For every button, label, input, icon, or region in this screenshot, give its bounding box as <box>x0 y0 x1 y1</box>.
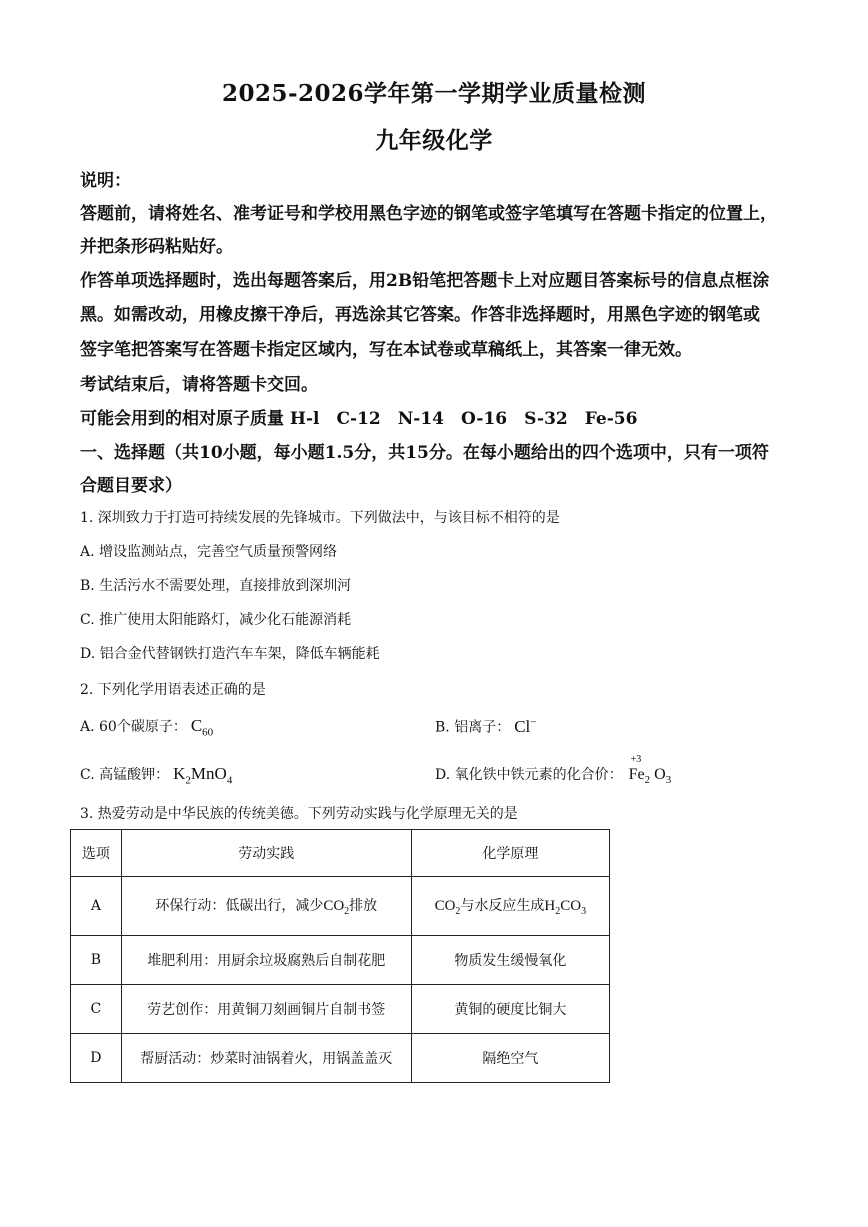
q2-option-d <box>435 754 672 787</box>
question-3-stem: 3. 热爱劳动是中华民族的传统美德。下列劳动实践与化学原理无关的是 <box>80 806 518 822</box>
row-option: D <box>71 1034 122 1083</box>
carbon-formula: $C_{60}$ <box>190 716 214 739</box>
instruction-line: 并把条形码粘贴好。 <box>80 237 233 257</box>
row-principle: $CO_2$与水反应生成$H_2CO_3$ <box>411 877 609 936</box>
exam-subtitle: 九年级化学 <box>375 127 493 154</box>
header-principle: 化学原理 <box>411 830 609 877</box>
instructions-label: 说明： <box>80 171 131 191</box>
q2-option-c <box>80 764 232 786</box>
q1-option-d: D. 铝合金代替钢铁打造汽车车架，降低车辆能耗 <box>80 646 380 662</box>
instruction-line: 黑。如需改动，用橡皮擦干净后，再选涂其它答案。作答非选择题时，用黑色字迹的钢笔或 <box>80 305 760 325</box>
row-practice: 堆肥利用：用厨余垃圾腐熟后自制花肥 <box>121 936 411 985</box>
fe2o3-formula: +3 $Fe_2$ $O_3$ <box>628 754 672 787</box>
table-row <box>71 877 610 936</box>
row-option: B <box>71 936 122 985</box>
section-heading-cont: 合题目要求） <box>80 476 182 496</box>
q1-option-a: A. 增设监测站点，完善空气质量预警网络 <box>80 544 338 560</box>
q1-option-b: B. 生活污水不需要处理，直接排放到深圳河 <box>80 578 352 594</box>
row-practice: 帮厨活动：炒菜时油锅着火，用锅盖盖灭 <box>121 1034 411 1083</box>
header-practice: 劳动实践 <box>121 830 411 877</box>
q3-table <box>70 829 610 1083</box>
instruction-line: 作答单项选择题时，选出每题答案后，用2B铅笔把答题卡上对应题目答案标号的信息点框涂 <box>80 271 770 291</box>
q2-option-b <box>435 716 536 737</box>
header-option: 选项 <box>71 830 122 877</box>
table-header-row <box>71 830 610 877</box>
q2-option-a-text: A. 60个碳原子： <box>80 719 187 735</box>
q2-option-b-text: B. 铝离子： <box>435 719 511 736</box>
row-practice: 劳艺创作：用黄铜刀刻画铜片自制书签 <box>121 985 411 1034</box>
row-option: A <box>71 877 122 936</box>
q1-option-c: C. 推广使用太阳能路灯，减少化石能源消耗 <box>80 612 352 628</box>
atomic-masses: 可能会用到的相对原子质量 H-l C-12 N-14 O-16 S-32 Fe-56 <box>80 409 638 429</box>
row-principle: 黄铜的硬度比铜大 <box>411 985 609 1034</box>
q2-option-c-text: C. 高锰酸钾： <box>80 767 170 783</box>
row-practice: 环保行动：低碳出行，减少$CO_2$排放 <box>121 877 411 936</box>
table-row <box>71 985 610 1034</box>
ion-formula: Cl− <box>514 716 537 736</box>
row-principle: 隔绝空气 <box>411 1034 609 1083</box>
exam-title: 2025-2026学年第一学期学业质量检测 <box>221 80 647 107</box>
section-heading: 一、选择题（共10小题，每小题1.5分，共15分。在每小题给出的四个选项中，只有一项符 <box>80 443 769 463</box>
question-1-stem: 1. 深圳致力于打造可持续发展的先锋城市。下列做法中，与该目标不相符的是 <box>80 510 560 526</box>
q2-option-d-text: D. 氧化铁中铁元素的化合价： <box>435 767 623 783</box>
table-row <box>71 936 610 985</box>
row-principle: 物质发生缓慢氧化 <box>411 936 609 985</box>
question-2-stem: 2. 下列化学用语表述正确的是 <box>80 682 266 698</box>
kmno4-formula: $K_2MnO_4$ <box>173 764 233 787</box>
instruction-line: 考试结束后，请将答题卡交回。 <box>80 375 318 395</box>
table-row <box>71 1034 610 1083</box>
instruction-line: 答题前，请将姓名、准考证号和学校用黑色字迹的钢笔或签字笔填写在答题卡指定的位置上， <box>80 204 777 224</box>
q2-option-a <box>80 716 213 738</box>
row-option: C <box>71 985 122 1034</box>
instruction-line: 签字笔把答案写在答题卡指定区域内，写在本试卷或草稿纸上，其答案一律无效。 <box>80 340 692 360</box>
